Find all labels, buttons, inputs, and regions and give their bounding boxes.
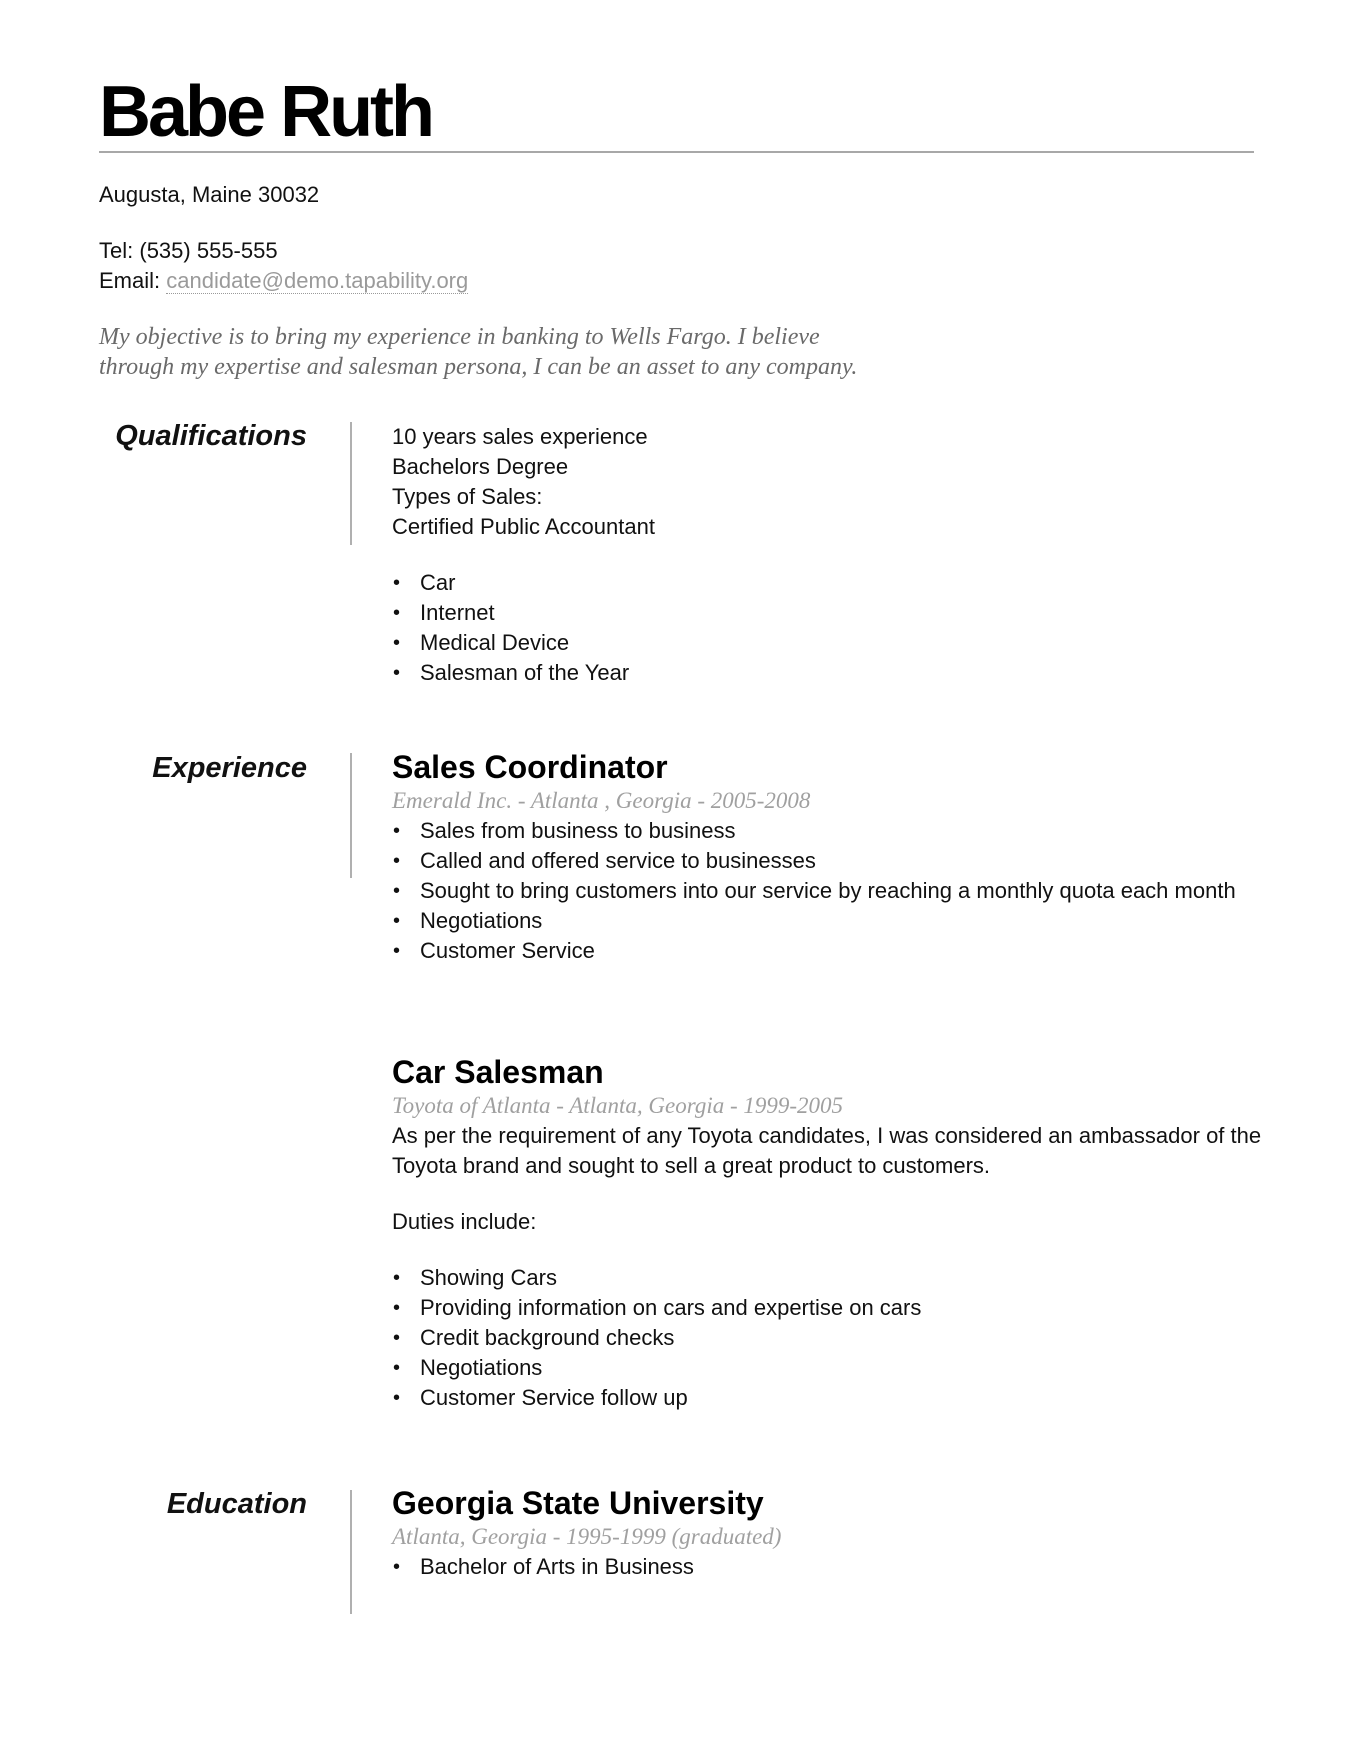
job-title: Car Salesman	[392, 1054, 604, 1090]
objective-line: My objective is to bring my experience in banking to Wells Fargo. I believe	[99, 324, 820, 350]
school-name: Georgia State University	[392, 1485, 764, 1521]
job-title: Sales Coordinator	[392, 749, 668, 785]
section-label-experience: Experience	[152, 752, 307, 784]
list-item: • Medical Device	[392, 628, 1272, 658]
job-duties-list	[392, 1263, 1272, 1413]
list-item: • Internet	[392, 598, 1272, 628]
qualification-item: 10 years sales experience	[392, 424, 648, 449]
email-label: Email:	[99, 268, 161, 293]
section-divider	[350, 422, 352, 545]
qualification-item: Bachelors Degree	[392, 454, 569, 479]
list-item: • Bachelor of Arts in Business	[392, 1552, 1272, 1582]
list-item: • Customer Service	[392, 936, 1272, 966]
degree-list	[392, 1552, 1272, 1582]
job-duties-list	[392, 816, 1272, 966]
candidate-name: Babe Ruth	[99, 72, 432, 152]
section-divider	[350, 753, 352, 878]
list-item: • Credit background checks	[392, 1323, 1272, 1353]
email-line	[99, 266, 468, 296]
email-link[interactable]: candidate@demo.tapability.org	[166, 268, 469, 293]
list-item: • Sought to bring customers into our service by reaching a monthly quota each month	[392, 876, 1272, 906]
header-divider	[99, 151, 1254, 153]
qualifications-list	[392, 422, 1272, 542]
job-description: As per the requirement of any Toyota candidates, I was considered an ambassador of the Toyota brand and sought to sell a great product to customers.	[392, 1123, 1262, 1178]
list-item: • Providing information on cars and expertise on cars	[392, 1293, 1272, 1323]
list-item: • Called and offered service to businesses	[392, 846, 1272, 876]
qualifications-section	[392, 422, 1272, 688]
job-meta: Toyota of Atlanta - Atlanta, Georgia - 1999-2005	[392, 1093, 844, 1118]
job-meta: Emerald Inc. - Atlanta , Georgia - 2005-2008	[392, 788, 811, 813]
qualification-item: Types of Sales:	[392, 484, 543, 509]
objective	[99, 322, 999, 382]
section-label-education: Education	[166, 1488, 307, 1520]
objective-line: through my expertise and salesman persona, I can be an asset to any company.	[99, 354, 858, 380]
list-item: • Salesman of the Year	[392, 658, 1272, 688]
education-meta: Atlanta, Georgia - 1995-1999 (graduated)	[392, 1524, 782, 1549]
job-sales-coordinator	[392, 748, 1272, 966]
list-item: • Showing Cars	[392, 1263, 1272, 1293]
list-item: • Customer Service follow up	[392, 1383, 1272, 1413]
list-item: • Sales from business to business	[392, 816, 1272, 846]
section-divider	[350, 1490, 352, 1614]
education-section	[392, 1484, 1272, 1582]
list-item: • Negotiations	[392, 906, 1272, 936]
qualification-item: Certified Public Accountant	[392, 514, 655, 539]
list-item: • Negotiations	[392, 1353, 1272, 1383]
telephone-line	[99, 236, 278, 266]
duties-label: Duties include:	[392, 1209, 537, 1234]
address: Augusta, Maine 30032	[99, 182, 320, 207]
tel-label: Tel:	[99, 238, 134, 263]
section-label-qualifications: Qualifications	[115, 420, 307, 452]
tel-value: (535) 555-555	[139, 238, 278, 263]
sales-types-list	[392, 568, 1272, 688]
job-car-salesman	[392, 1053, 1272, 1413]
list-item: • Car	[392, 568, 1272, 598]
